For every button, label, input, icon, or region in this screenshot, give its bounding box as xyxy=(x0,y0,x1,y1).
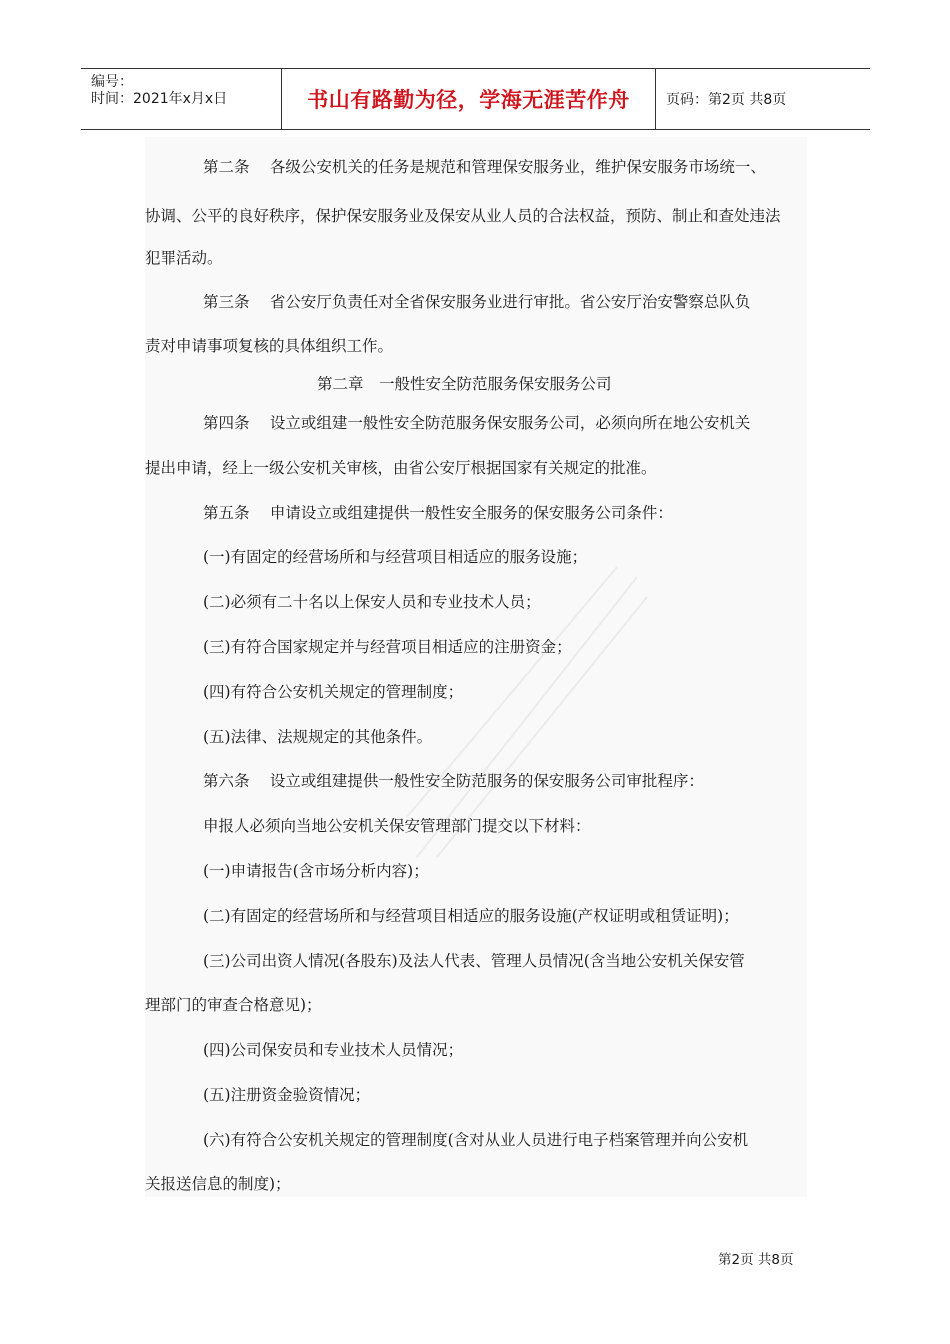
article-3-line-2: 责对申请事项复核的具体组织工作。 xyxy=(145,337,394,355)
page-footer: 第2页 共8页 xyxy=(718,1252,794,1268)
article-5-item-5: (五)法律、法规规定的其他条件。 xyxy=(203,728,433,746)
article-5-item-3: (三)有符合国家规定并与经营项目相适应的注册资金； xyxy=(203,638,572,656)
article-5-line-1: 第五条 申请设立或组建提供一般性安全服务的保安服务公司条件： xyxy=(203,504,673,522)
article-5-item-2: (二)必须有二十名以上保安人员和专业技术人员； xyxy=(203,593,541,611)
article-2-line-2: 协调、公平的良好秩序，保护保安服务业及保安从业人员的合法权益，预防、制止和查处违法 xyxy=(145,207,781,225)
article-6-item-6-line-1: (六)有符合公安机关规定的管理制度(含对从业人员进行电子档案管理并向公安机 xyxy=(203,1131,749,1149)
document-number-label: 编号： xyxy=(91,74,133,90)
document-date: 时间：2021年x月x日 xyxy=(91,91,228,107)
article-6-item-1: (一)申请报告(含市场分析内容)； xyxy=(203,862,429,880)
article-6-materials-intro: 申报人必须向当地公安机关保安管理部门提交以下材料： xyxy=(203,817,591,835)
article-4-line-1: 第四条 设立或组建一般性安全防范服务保安服务公司，必须向所在地公安机关 xyxy=(203,414,751,432)
header-meta-cell xyxy=(81,69,282,129)
article-5-item-4: (四)有符合公安机关规定的管理制度； xyxy=(203,683,464,701)
article-6-item-3-line-2: 理部门的审查合格意见)； xyxy=(145,996,322,1014)
article-6-line-1: 第六条 设立或组建提供一般性安全防范服务的保安服务公司审批程序： xyxy=(203,772,704,790)
article-6-item-6-line-2: 关报送信息的制度)； xyxy=(145,1175,291,1193)
article-2-line-3: 犯罪活动。 xyxy=(145,249,223,267)
chapter-heading: 第二章 一般性安全防范服务保安服务公司 xyxy=(317,375,612,393)
article-4-line-2: 提出申请，经上一级公安机关审核，由省公安厅根据国家有关规定的批准。 xyxy=(145,459,657,477)
article-6-item-3-line-1: (三)公司出资人情况(各股东)及法人代表、管理人员情况(含当地公安机关保安管 xyxy=(203,952,745,970)
header-motto: 书山有路勤为径，学海无涯苦作舟 xyxy=(282,69,656,129)
article-5-item-1: (一)有固定的经营场所和与经营项目相适应的服务设施； xyxy=(203,548,588,566)
article-6-item-5: (五)注册资金验资情况； xyxy=(203,1086,371,1104)
article-3-line-1: 第三条 省公安厅负责任对全省保安服务业进行审批。省公安厅治安警察总队负 xyxy=(203,293,751,311)
document-header xyxy=(81,68,870,130)
article-6-item-2: (二)有固定的经营场所和与经营项目相适应的服务设施(产权证明或租赁证明)； xyxy=(203,907,739,925)
article-6-item-4: (四)公司保安员和专业技术人员情况； xyxy=(203,1041,464,1059)
article-2-line-1: 第二条 各级公安机关的任务是规范和管理保安服务业，维护保安服务市场统一、 xyxy=(203,158,766,176)
document-body xyxy=(145,137,807,1197)
header-page-info: 页码：第2页 共8页 xyxy=(666,92,787,108)
